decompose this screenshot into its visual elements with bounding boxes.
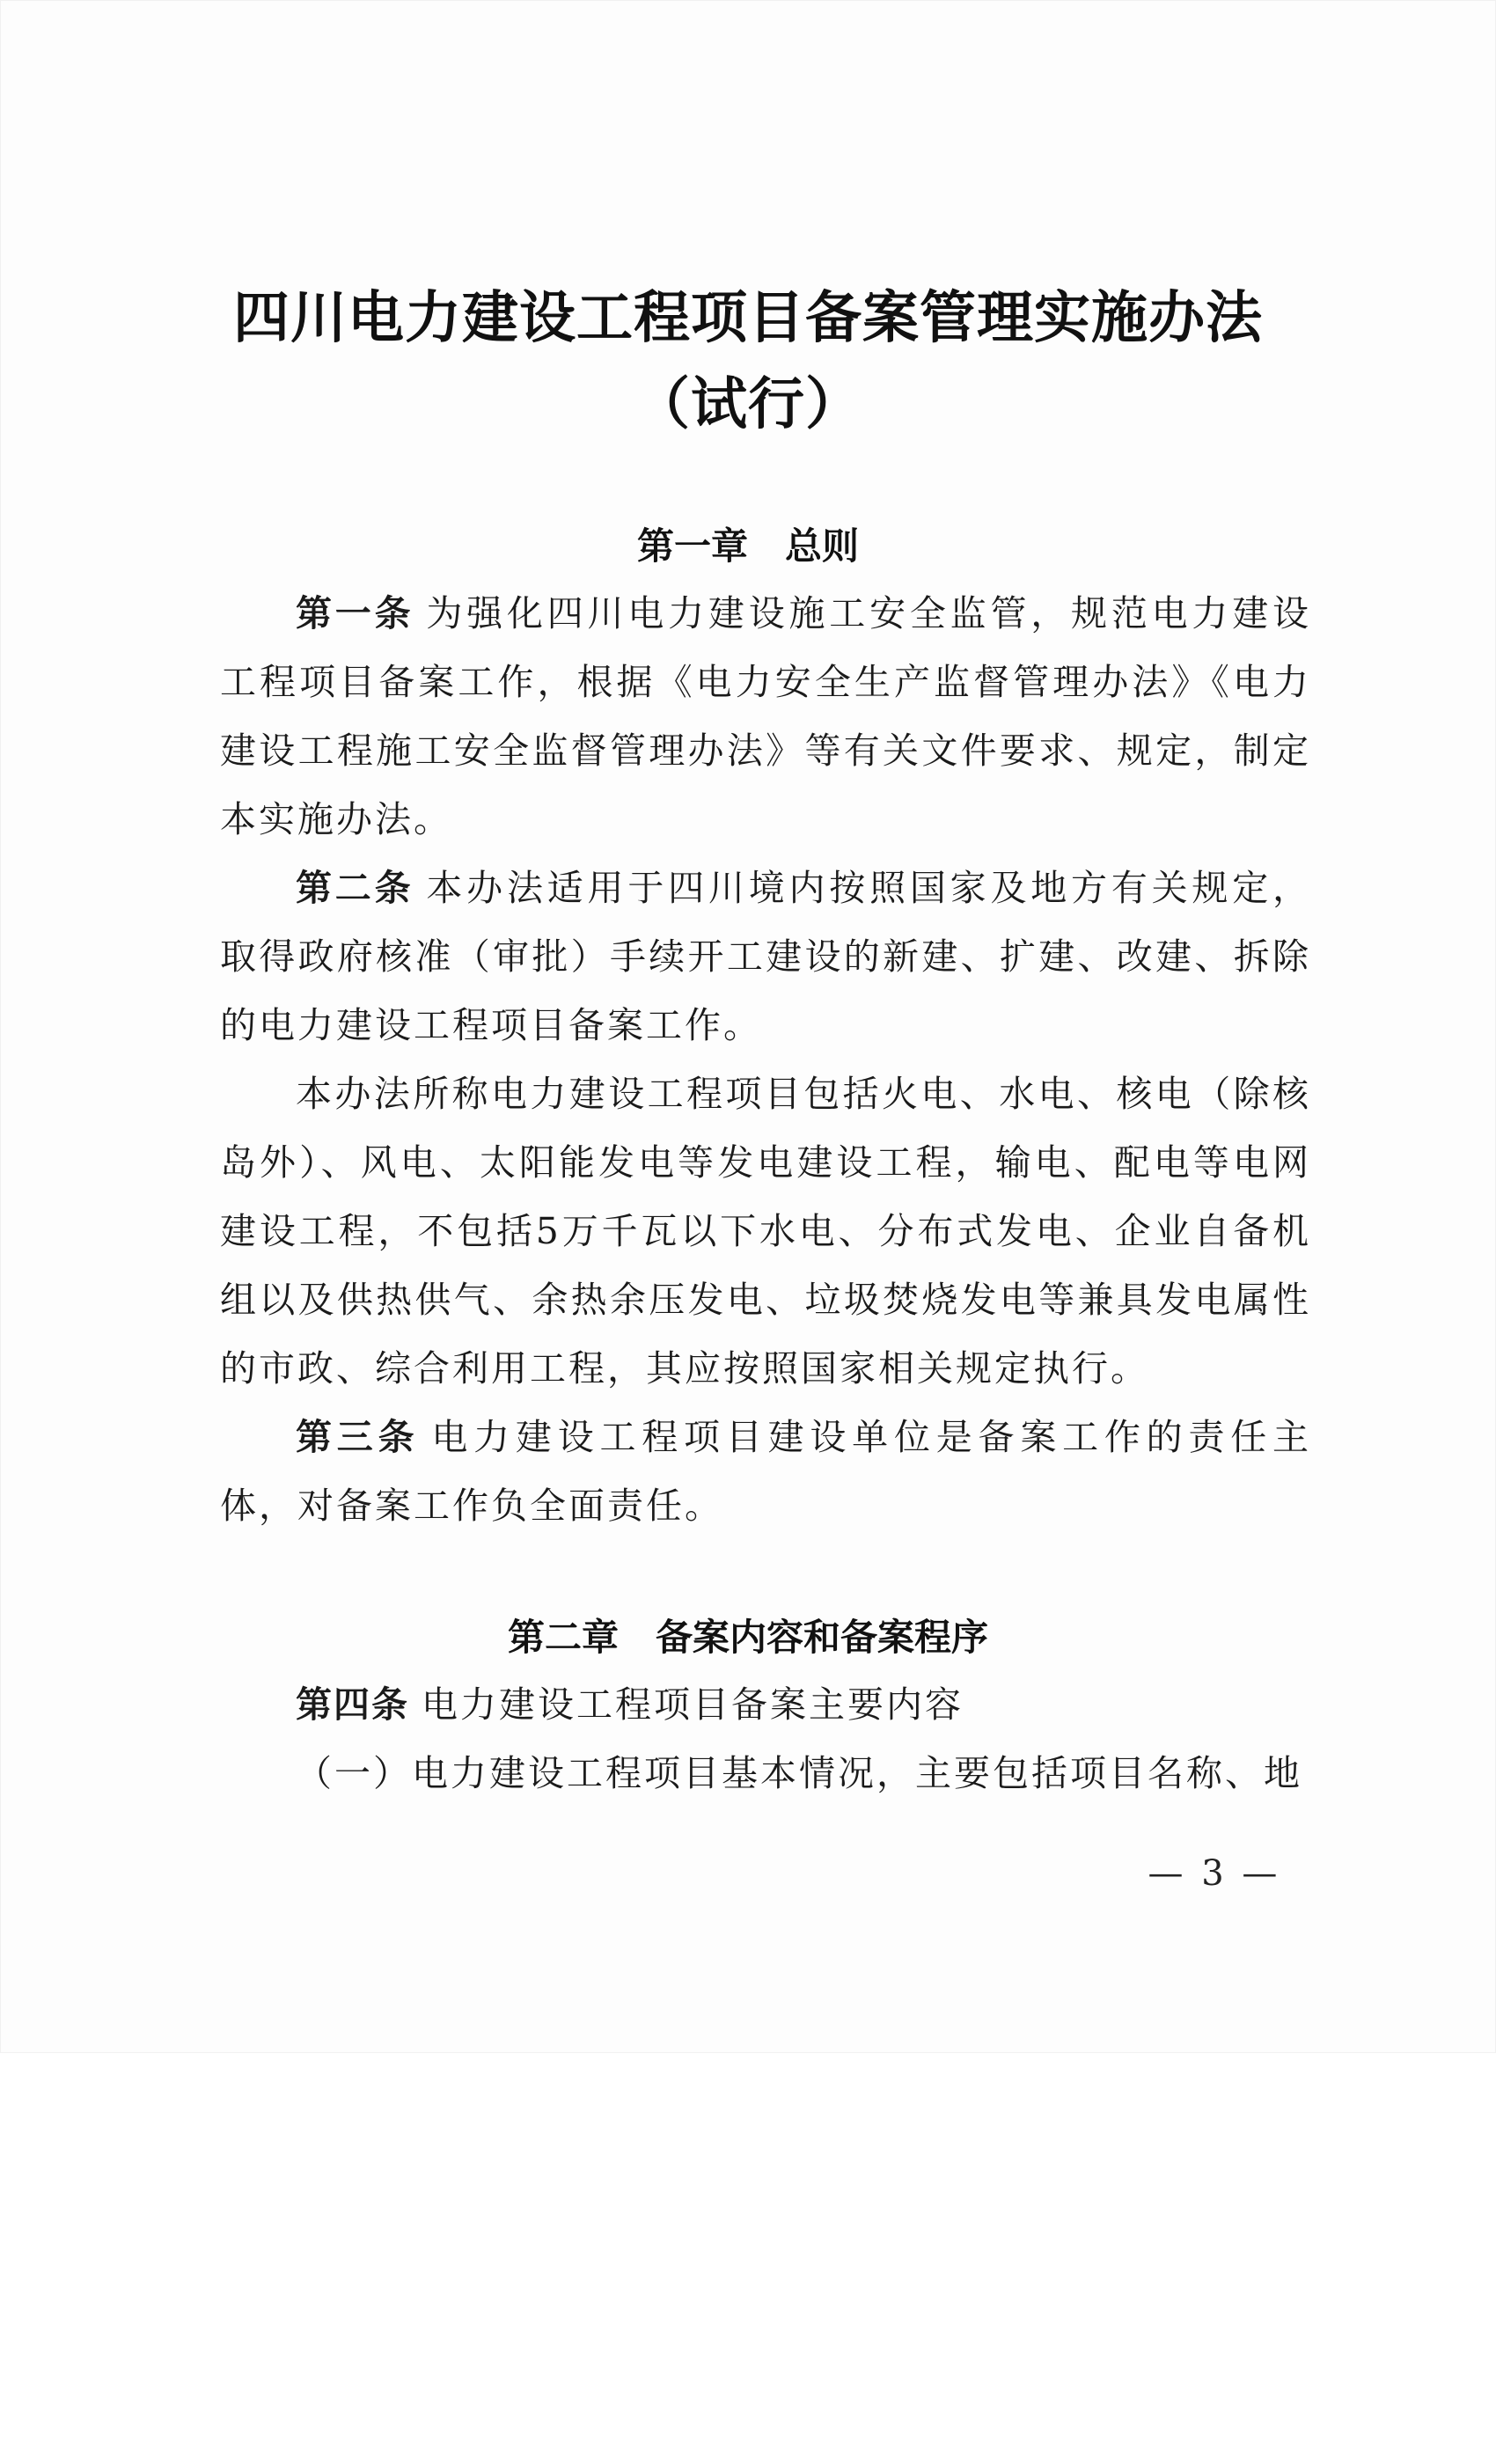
article-1-paragraph — [220, 579, 1311, 854]
article-4-label: 第四条 — [296, 1683, 409, 1726]
article-1-label: 第一条 — [296, 592, 414, 634]
article-2-label: 第二条 — [296, 867, 414, 909]
article-4-text: 电力建设工程项目备案主要内容 — [422, 1683, 964, 1726]
article-2-text: 本办法适用于四川境内按照国家及地方有关规定，取得政府核准（审批）手续开工建设的新建、扩建、改建、拆除的电力建设工程项目备案工作。 — [220, 867, 1311, 1046]
article-4-paragraph — [220, 1670, 1311, 1739]
article-4-item-1: （一）电力建设工程项目基本情况，主要包括项目名称、地 — [296, 1752, 1302, 1794]
chapter-heading-2: 第二章 备案内容和备案程序 — [507, 1616, 988, 1659]
article-1-text: 为强化四川电力建设施工安全监管，规范电力建设工程项目备案工作，根据《电力安全生产监督管理办法》《电力建设工程施工安全监督管理办法》等有关文件要求、规定，制定本实施办法。 — [220, 592, 1311, 840]
article-2-paragraph — [220, 854, 1311, 1060]
article-3-label: 第三条 — [296, 1416, 420, 1458]
article-3-text: 电力建设工程项目建设单位是备案工作的责任主体，对备案工作负全面责任。 — [220, 1416, 1312, 1527]
chapter-heading-1: 第一章 总则 — [636, 524, 859, 568]
document-subtitle: （试行） — [634, 372, 862, 437]
document-title: 四川电力建设工程项目备案管理实施办法 — [233, 286, 1263, 351]
page-number: — 3 — — [1148, 1853, 1281, 1894]
article-3-paragraph — [220, 1403, 1311, 1540]
article-2-continuation: 本办法所称电力建设工程项目包括火电、水电、核电（除核岛外）、风电、太阳能发电等发电建设工程，输电、配电等电网建设工程，不包括5万千瓦以下水电、分布式发电、企业自备机组以及供热供气、余热余压发电、垃圾焚烧发电等兼具发电属性的市政、综合利用工程，其应按照国家相关规定执行。 — [220, 1073, 1311, 1390]
